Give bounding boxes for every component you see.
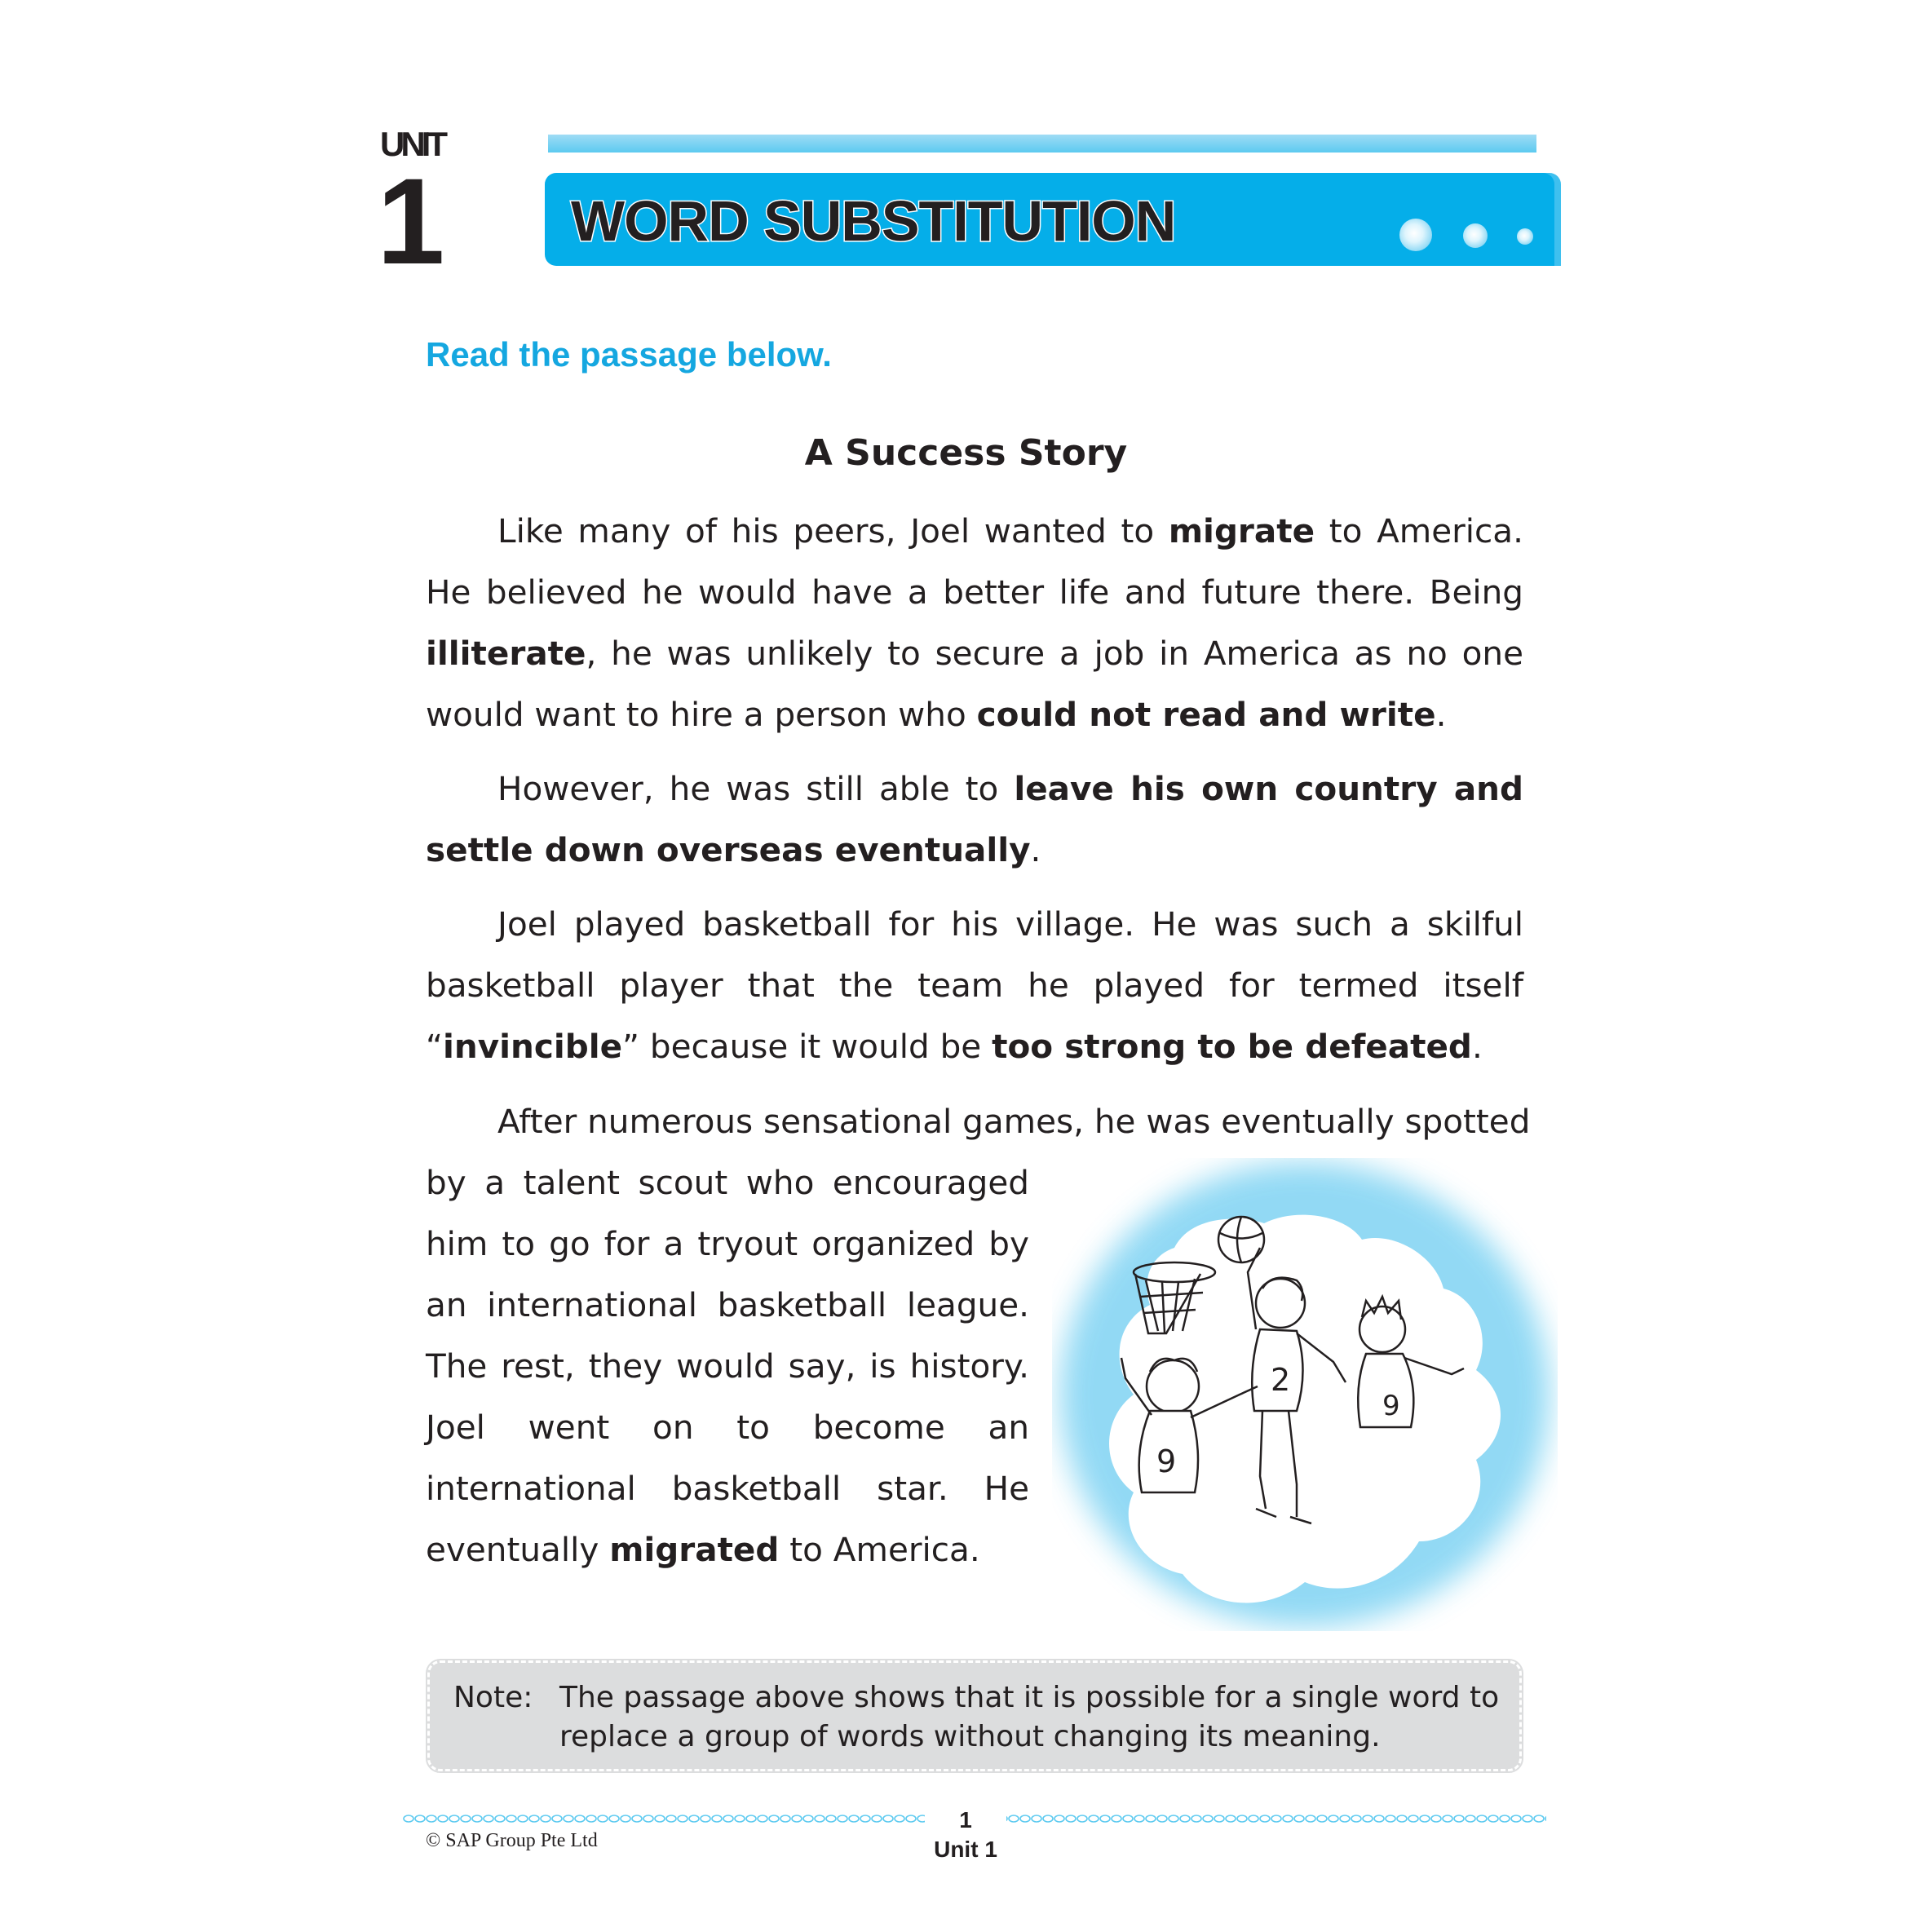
bold-term: migrated — [609, 1530, 780, 1569]
svg-text:2: 2 — [1271, 1362, 1291, 1398]
story-title: A Success Story — [804, 432, 1128, 474]
banner-dot-small — [1517, 228, 1533, 245]
page-unit-label: Unit 1 — [934, 1837, 997, 1862]
paragraph-1: Like many of his peers, Joel wanted to migrate to America. He believed he would have a better life and future there. Being illiterate, he was unlikely to secure a job in America as no one would want to hire a person who could not read and write. — [426, 511, 1524, 734]
banner-top-stripe — [548, 135, 1536, 153]
banner-dot-large — [1399, 219, 1432, 251]
banner-dot-medium — [1463, 223, 1488, 248]
note-text: The passage above shows that it is possible for a single word to replace a group of words without changing its meaning. — [559, 1681, 1500, 1753]
copyright-text: © SAP Group Pte Ltd — [426, 1830, 598, 1851]
bold-term: migrate — [1168, 511, 1315, 550]
bold-phrase: leave his own country and settle down overseas eventually — [426, 769, 1523, 869]
note-label: Note: — [453, 1681, 533, 1714]
paragraph-4-first-line: After numerous sensational games, he was eventually spotted — [497, 1102, 1531, 1141]
basketball-players-illustration — [1052, 1158, 1558, 1631]
bold-phrase: could not read and write — [976, 695, 1436, 734]
svg-text:9: 9 — [1156, 1443, 1177, 1479]
page-number: 1 — [925, 1807, 1006, 1833]
bold-term: invincible — [442, 1027, 623, 1066]
paragraph-2: However, he was still able to leave his own country and settle down overseas eventually. — [426, 769, 1523, 869]
bold-term: illiterate — [426, 634, 586, 673]
paragraph-3: Joel played basketball for his village. He was such a skilful basketball player that the team he played for termed itself “invincible” because it would be too strong to be defeated. — [426, 904, 1523, 1066]
unit-label: UNIT — [380, 125, 444, 163]
unit-number: 1 — [377, 153, 445, 290]
paragraph-4: by a talent scout who encouraged him to go for a tryout organized by an international basketball league. The rest, they would say, is history. Joel went on to become an international basketball star. He eventually migrated to America. — [426, 1163, 1029, 1569]
svg-text:9: 9 — [1382, 1390, 1400, 1422]
basketball-icon — [1218, 1217, 1264, 1262]
bold-phrase: too strong to be defeated — [992, 1027, 1472, 1066]
instruction-text: Read the passage below. — [426, 335, 832, 374]
page-title: WORD SUBSTITUTION — [571, 189, 1176, 253]
